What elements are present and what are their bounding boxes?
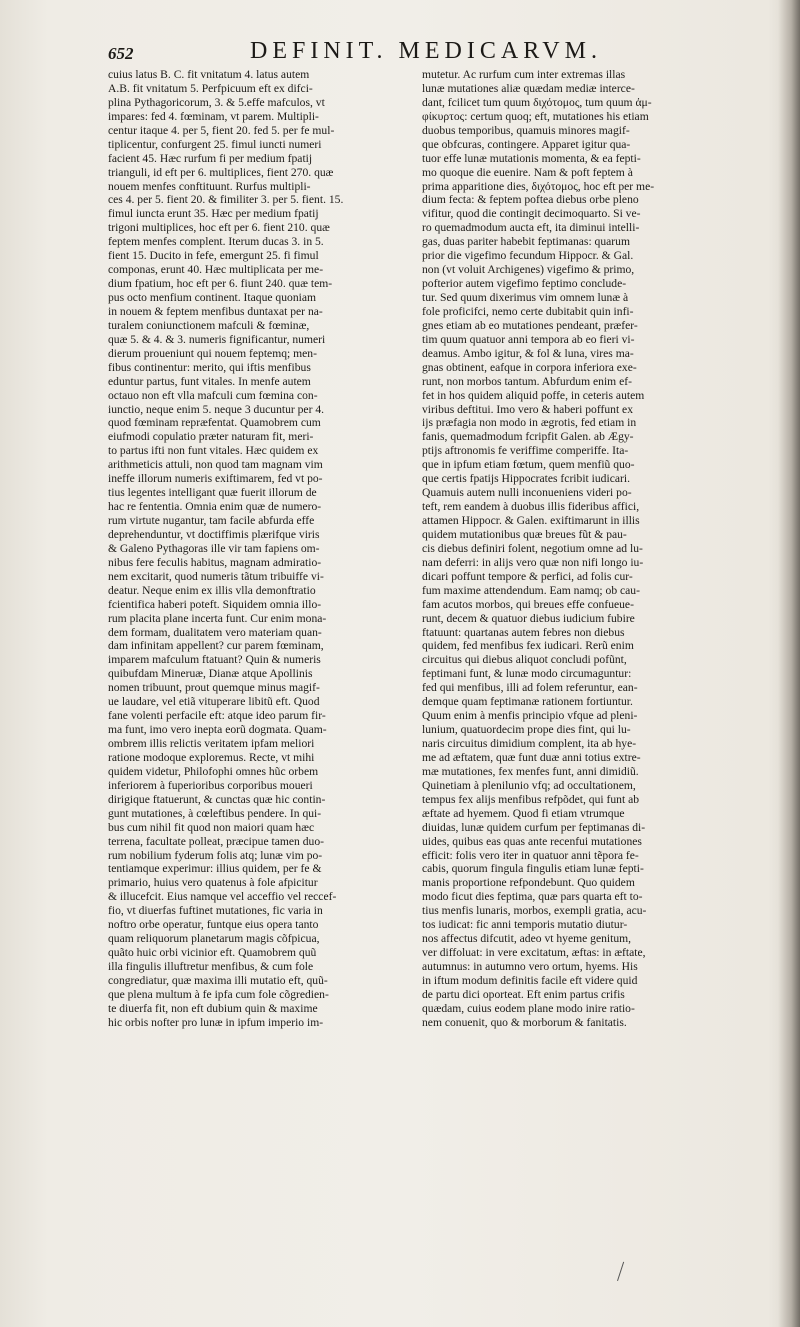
text-line: nam deferri: in alijs vero quæ non nifi longo iu-	[422, 555, 644, 569]
text-line: quãto huic orbi vicinior eft. Quamobrem quũ	[108, 946, 317, 960]
text-line: cabis, quorum fingula fingulis etiam lunæ fepti-	[422, 862, 644, 876]
text-line: Quinetiam à plenilunio vfq; ad occultationem,	[422, 778, 636, 792]
text-line: ijs præfagia non modo in ægrotis, fed etiam in	[422, 416, 637, 430]
text-line: ftatuunt: quartanas autem febres non diebus	[422, 625, 625, 639]
text-line: de partu dici oporteat. Eft enim partus crifis	[422, 987, 625, 1001]
text-line: dierum proueniunt qui nouem feptemq; men-	[108, 346, 317, 360]
text-line: facient 45. Hæc rurfum fi per medium fpatij	[108, 151, 313, 165]
text-line: impares: fed 4. fœminam, vt parem. Multipli-	[108, 109, 319, 123]
text-line: efficit: folis vero iter in quatuor anni tẽpora fe-	[422, 848, 639, 862]
text-line: lunium, quatuordecim prope dies fint, qui lu-	[422, 723, 631, 737]
text-line: quod fœminam repræfentat. Quamobrem cum	[108, 416, 321, 430]
margin-mark	[617, 1262, 628, 1283]
text-line: fum maxime attendendum. Eam namq; ob cau-	[422, 583, 640, 597]
text-line: quam reliquorum planetarum magis cõfpicua,	[108, 932, 320, 946]
text-line: non (vt voluit Archigenes) vigefimo & primo,	[422, 263, 635, 277]
text-line: mo quoque die euenire. Nam & poft feptem à	[422, 165, 633, 179]
text-line: lunæ mutationes aliæ quædam mediæ interce-	[422, 81, 635, 95]
page-header	[108, 38, 748, 68]
text-line: deprehenduntur, vt doctiffimis plærifque viris	[108, 527, 320, 541]
text-line: deamus. Ambo igitur, & fol & luna, vires ma-	[422, 346, 634, 360]
text-line: gas, duas pariter habebit feptimanas: quarum	[422, 235, 630, 249]
text-line: ineffe illorum numeris exiftimarem, fed vt po-	[108, 472, 323, 486]
text-line: nomen tribuunt, prout quemque minus magif-	[108, 681, 320, 695]
text-line: rum nobilium fyderum folis atq; lunæ vim po-	[108, 848, 323, 862]
text-line: demque quam feptimanæ rationem fortiuntur.	[422, 695, 633, 709]
text-line: quidem videtur, Philofophi omnes hũc orbem	[108, 764, 319, 778]
text-line: fet in hos quidem aliquid poffe, in ceteris autem	[422, 388, 645, 402]
text-line: tiplicentur, confurgent 25. fimul iuncti numeri	[108, 137, 322, 151]
text-line: & Galeno Pythagoras ille vir tam fapiens om-	[108, 541, 320, 555]
text-line: modo ficut dies feptima, quæ pars quarta eft to-	[422, 890, 643, 904]
text-line: trigoni multiplices, hoc eft per 6. fient 210. quæ	[108, 221, 330, 235]
text-line: tos iudicat: fic anni temporis mutatio diutur-	[422, 918, 628, 932]
text-line: arithmeticis attuli, non quod tam magnam vim	[108, 458, 323, 472]
text-line: fibus continentur: merito, qui iftis menfibus	[108, 360, 311, 374]
text-line: que obfcuras, contingere. Apparet igitur qua-	[422, 137, 631, 151]
text-line: autumnus: in autumno vero ortum, hyems. His	[422, 960, 638, 973]
text-line: ces 4. per 5. fient 20. & fimiliter 3. per 5. fient. 15.	[108, 193, 344, 207]
page-gutter-shadow	[778, 0, 800, 1327]
text-line: dam infinitam appellent? cur parem fœminam,	[108, 639, 324, 653]
text-line: diuidas, lunæ quidem curfum per feptimanas di-	[422, 820, 646, 834]
text-line: tuor effe lunæ mutationis momenta, & ea fepti-	[422, 151, 641, 165]
text-line: tur. Sed quum dixerimus vim omnem lunæ à	[422, 291, 629, 304]
text-line: tentiamque experimur: illius quidem, per fe &	[108, 862, 322, 876]
text-line: circuitus qui diebus aliquot concludi pofũnt,	[422, 653, 627, 667]
text-line: gnes etiam ab eo mutationes pendeant, præfer-	[422, 318, 638, 332]
text-line: fam acutos morbos, qui breues effe confueue-	[422, 597, 634, 611]
text-line: dem formam, dualitatem vero materiam quan-	[108, 625, 322, 639]
text-line: fole proficifci, nemo certe dubitabit quin infi-	[422, 304, 634, 318]
text-line: imparem mafculum ftatuant? Quin & numeris	[108, 653, 321, 667]
text-line: gnas obtinent, eafque in corpora inferiora exe-	[422, 360, 637, 374]
text-line: nos affectus difcutit, adeo vt hyeme genitum,	[422, 932, 632, 946]
text-line: te diuerfa fit, non eft dubium quin & maxime	[108, 1001, 318, 1015]
left-text-column	[108, 68, 414, 1030]
text-line: bus cum nihil fit quod non maiori quam hæc	[108, 820, 315, 834]
text-line: tempus fex alijs menfibus refpõdet, qui funt ab	[422, 792, 640, 806]
text-line: manis proportione refpondebunt. Quo quidem	[422, 876, 635, 890]
text-line: prior die vigefimo fecundum Hippocr. & Gal.	[422, 249, 634, 263]
text-line: in iftum modum definitis facile eft videre quid	[422, 973, 638, 987]
text-line: φίκυρτος: certum quoq; eft, mutationes his etiam	[422, 109, 649, 123]
text-line: eduntur partus, funt vitales. In menfe autem	[108, 374, 311, 388]
text-line: quædam, cuius eodem plane modo inire ratio-	[422, 1001, 635, 1015]
text-line: pofterior autem vigefimo feptimo conclude-	[422, 277, 627, 291]
text-line: fimul iuncta erunt 35. Hæc per medium fpatij	[108, 207, 319, 221]
text-line: centur itaque 4. per 5, fient 20. fed 5. per fe mul-	[108, 123, 335, 137]
text-line: ratione modoque exploremus. Recte, vt mihi	[108, 750, 315, 764]
text-line: to partus ifti non funt vitales. Hæc quidem ex	[108, 444, 319, 458]
text-line: tius menfis lunaris, morbos, exempli gratia, acu-	[422, 904, 647, 918]
text-line: hic orbis nofter pro lunæ in ipfum imperio im-	[108, 1015, 324, 1029]
text-line: eiufmodi copulatio præter naturam fit, meri-	[108, 430, 314, 444]
text-line: me ad æftatem, quæ funt duæ anni totius extre-	[422, 750, 641, 764]
text-line: quibufdam Mineruæ, Dianæ atque Apollinis	[108, 667, 313, 681]
running-head: DEFINIT. MEDICARVM.	[250, 38, 602, 64]
text-line: nem conuenit, quo & morborum & fanitatis.	[422, 1015, 627, 1029]
text-line: cuius latus B. C. fit vnitatum 4. latus autem	[108, 68, 310, 81]
text-line: trianguli, id eft per 6. multiplices, fient 270. quæ	[108, 165, 334, 179]
text-line: octauo non eft vlla mafculi cum fœmina con-	[108, 388, 318, 402]
text-line: fio, vt diuerfas fuftinet mutationes, fic varia in	[108, 904, 323, 918]
text-line: fient 15. Ducito in fefe, emergunt 25. fi fimul	[108, 249, 319, 263]
text-line: feptimani funt, & lunæ modo circumaguntur:	[422, 667, 632, 681]
text-line: fcientifica haberi poteft. Siquidem omnia illo-	[108, 597, 322, 611]
text-line: fanis, quemadmodum fcripfit Galen. ab Ægy-	[422, 430, 634, 444]
text-line: componas, erunt 40. Hæc multiplicata per me-	[108, 263, 324, 277]
text-line: nibus fere feculis habitus, magnam admiratio-	[108, 555, 322, 569]
text-line: cis diebus definiri folent, negotium omne ad lu-	[422, 541, 643, 555]
text-line: viribus deftitui. Imo vero & haberi poffunt ex	[422, 402, 634, 416]
text-line: naris circuitus dimidium complent, ita ab hye-	[422, 737, 637, 750]
text-line: noftro orbe operatur, funtque eius opera tanto	[108, 918, 319, 932]
text-line: turalem coniunctionem mafculi & fœminæ,	[108, 318, 310, 332]
text-line: dant, fcilicet tum quum διχότομος, tum quum ἀμ-	[422, 95, 652, 109]
text-line: que certis fpatijs Hippocrates fcribit iudicari.	[422, 472, 630, 486]
text-line: fed qui menfibus, illi ad folem referuntur, ean-	[422, 681, 638, 695]
text-line: æftate ad hyemem. Quod fi etiam vtrumque	[422, 806, 625, 820]
text-line: tius legentes intelligant quæ fuerit illorum de	[108, 486, 317, 500]
text-line: in nouem & feptem menfibus duntaxat per na-	[108, 304, 323, 318]
text-line: congrediatur, quæ maxima illi mutatio eft, quũ-	[108, 973, 328, 987]
text-line: plina Pythagoricorum, 3. & 5.effe mafculos, vt	[108, 95, 325, 109]
text-line: Quum enim à menfis principio vfque ad pleni-	[422, 709, 638, 723]
text-line: runt, non morbos tantum. Abfurdum enim ef-	[422, 374, 632, 388]
text-line: hac re fententia. Omnia enim quæ de numero-	[108, 500, 322, 514]
text-line: dirigique ftatuerunt, & cunctas quæ hic contin-	[108, 792, 326, 806]
text-line: gunt mutationes, à cœleftibus pendere. In qui-	[108, 806, 322, 820]
text-line: mutetur. Ac rurfum cum inter extremas illas	[422, 68, 626, 81]
text-line: A.B. fit vnitatum 5. Perfpicuum eft ex difci-	[108, 81, 313, 95]
text-line: que plena multum à fe ipfa cum fole cõgredien-	[108, 987, 329, 1001]
text-line: uides, quibus eas quas ante recenfui mutationes	[422, 834, 642, 848]
text-line: iunctio, neque enim 5. neque 3 ducuntur per 4.	[108, 402, 325, 416]
page-number: 652	[108, 44, 134, 63]
text-line: rum placita plane incerta funt. Cur enim mona-	[108, 611, 327, 625]
text-line: dicari poffunt tempore & perfici, ad folis cur-	[422, 569, 633, 583]
text-line: inferiorem à fuperioribus corporibus moueri	[108, 778, 313, 792]
text-line: & illucefcit. Eius namque vel acceffio vel reccef-	[108, 890, 337, 904]
text-line: nouem menfes conftituunt. Rurfus multipli-	[108, 179, 311, 193]
text-line: tim quum quatuor anni tempora ab eo fieri vi-	[422, 332, 635, 346]
text-line: rum virtute nugantur, tam facile abfurda effe	[108, 514, 315, 527]
text-line: illa fingulis illuftretur menfibus, & cum fole	[108, 960, 314, 973]
right-text-column	[422, 68, 728, 1030]
text-line: runt, decem & quatuor diebus iudicium fubire	[422, 611, 635, 625]
text-line: prima apparitione dies, διχότομος, hoc eft per me-	[422, 179, 655, 193]
text-line: quæ 5. & 4. & 3. numeris fignificantur, numeri	[108, 332, 326, 346]
text-line: quidem mutationibus quæ breues fũt & pau-	[422, 527, 627, 541]
text-line: fane volenti perfacile eft: atque ideo parum fir-	[108, 709, 326, 723]
text-line: que in ipfum etiam fœtum, quem menfiũ quo-	[422, 458, 635, 472]
text-line: teft, rem eandem à duobus illis fideribus affici,	[422, 500, 640, 514]
text-line: deatur. Neque enim ex illis vlla demonftratio	[108, 583, 316, 597]
text-line: dium fecta: & feptem poftea diebus orbe pleno	[422, 193, 639, 207]
text-line: feptem menfes complent. Iterum ducas 3. in 5.	[108, 235, 324, 249]
text-line: dium fpatium, hoc eft per 6. fiunt 240. quæ tem-	[108, 277, 333, 291]
text-line: ptijs aftronomis fe veriffime comperiffe. Ita-	[422, 444, 629, 458]
text-line: ue laudare, vel etiã vituperare libitũ eft. Quod	[108, 695, 320, 709]
text-line: duobus temporibus, quamuis minores magif-	[422, 123, 630, 137]
text-line: mæ mutationes, fex menfes funt, anni dimidiũ.	[422, 764, 639, 778]
text-line: vifitur, quod die contingit decimoquarto. Si ve-	[422, 207, 641, 221]
text-line: terrena, facultate polleat, præcipue tamen duo-	[108, 834, 324, 848]
text-line: quidem, fed menfibus fex iudicari. Rerũ enim	[422, 639, 634, 653]
text-line: attamen Hippocr. & Galen. exiftimarunt in illis	[422, 514, 640, 527]
text-line: primario, huius vero quatenus à fole afpicitur	[108, 876, 318, 890]
text-line: ver diffoluat: in vere excitatum, æftas: in æftate,	[422, 946, 646, 960]
text-line: pus octo menfium continent. Itaque quoniam	[108, 291, 316, 304]
text-line: nem excitarit, quod numeris tãtum tribuiffe vi-	[108, 569, 324, 583]
text-line: ma funt, imo vero inepta eorũ dogmata. Quam-	[108, 723, 327, 737]
text-line: ombrem illis relictis veritatem ipfam meliori	[108, 737, 315, 750]
text-line: ro quemadmodum aucta eft, ita diminui intelli-	[422, 221, 640, 235]
text-line: Quamuis autem nulli inconueniens videri po-	[422, 486, 632, 500]
